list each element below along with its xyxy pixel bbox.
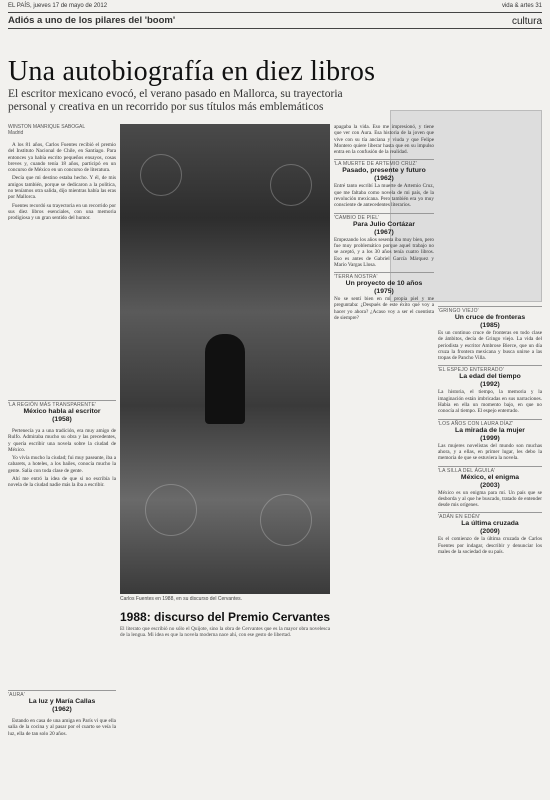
paragraph: Es un continuo cruce de fronteras en todo clase de ámbitos, decía de Gringo viejo. La vida del periodista y escritor Ambrose Bierce, que un día cruza la frontera mexicana y busca unirse a las tropas de Pancho Villa. <box>438 330 542 362</box>
paragraph: A los 81 años, Carlos Fuentes recibió el premio del Instituto Nacional de Chile, en Santiago. Para entonces ya había escrito pequeños ensayos, cosas breves y, cuando tenía 18 años, participó en un concurso de México en un concurso de literatura. <box>8 142 116 174</box>
section-tag: 'TERRA NOSTRA' <box>334 272 434 280</box>
section-gringo <box>438 306 542 361</box>
kicker: Adiós a uno de los pilares del 'boom' <box>8 15 176 26</box>
section-espejo <box>438 365 542 414</box>
section-laura <box>438 419 542 462</box>
section-year: (2009) <box>480 528 500 536</box>
paragraph: apagaba la vida. Eso me impresionó, y tiene que ver con Aura. Esa historia de la joven que vive con su tía anciana y viuda y que Felipe Montero quiere liberar hasta que en su impulso entra en la confusión de la realidad. <box>334 124 434 156</box>
paragraph: Yo vivía mucho la ciudad; fui muy paseante, iba a cabarets, a hoteles, a los bailes, conocía mucho la gente. Salía con toda clase de gente. <box>8 455 116 474</box>
section-title: La última cruzada <box>461 520 519 528</box>
kicker-rule <box>8 28 542 29</box>
section-silla <box>438 466 542 509</box>
section-year: (1967) <box>374 228 394 236</box>
section-tag: 'EL ESPEJO ENTERRADO' <box>438 365 542 373</box>
paragraph: Es el comienzo de la última cruzada de Carlos Fuentes por indagar, describir y denunciar los males de la sociedad de su país. <box>438 536 542 556</box>
box-title: 1988: discurso del Premio Cervantes <box>120 610 331 624</box>
section-year: (1999) <box>480 434 500 442</box>
deck: El escritor mexicano evocó, el verano pasado en Mallorca, su trayectoria personal y creativa en un recorrido por sus títulos más emblemáticos <box>8 88 343 113</box>
paragraph: Fuentes recordó su trayectoria en un recorrido por sus diez libros esenciales, con una memoria prodigiosa y un gran sentido del humor. <box>8 202 116 222</box>
paragraph: México es un enigma para mí. Un país que se desborda y al que he buscado, tratado de entender desde mis orígenes. <box>438 489 542 509</box>
section-year: (1962) <box>374 175 394 183</box>
section-tag: 'AURA' <box>8 690 116 698</box>
box-text: El literato que escribió no sólo el Quijote, sino la obra de Cervantes que es la mayor obra novelesca de la lengua. Mi idea es que la novela moderna nace ahí, con ese gesto de libertad. <box>120 626 330 639</box>
paragraph: Empezando los años sesenta iba muy bien, pero fue muy problemático porque aquel trabajo no se aceptó, y a los 30 años tenía cuatro libros. Eso es antes de Gabriel García Márquez y Mario Vargas Llosa. <box>334 236 434 268</box>
paragraph: Las mujeres novelistas del mundo son muchas ahora, y a ellas, en primer lugar, les debo la memoria de que se estuviera la novela. <box>438 442 542 462</box>
column-1b <box>8 428 116 678</box>
byline <box>8 124 85 136</box>
speaker-figure <box>205 334 245 424</box>
section-title: La edad del tiempo <box>459 373 521 381</box>
section-year: (1975) <box>374 288 394 296</box>
column-1 <box>8 142 116 392</box>
paragraph: Ahí me entró la idea de que si no escribía la novela de la ciudad nadie más la iba a escribir. <box>8 476 116 489</box>
section-year: (1962) <box>52 706 72 713</box>
column-1c <box>8 718 116 796</box>
section-title: Pasado, presente y futuro <box>342 167 426 175</box>
section-label: cultura <box>511 16 542 27</box>
section-tag: 'LA SILLA DEL ÁGUILA' <box>438 466 542 474</box>
section-year: (2003) <box>480 481 500 489</box>
column-3 <box>334 124 434 794</box>
paragraph: Entré tanto escribí La muerte de Artemio Cruz, que me faltaba como novela de mi país, de la revolución mexicana. Pero también era yo muy consciente de antecedentes literarios. <box>334 183 434 209</box>
section-title: Para Julio Cortázar <box>353 220 415 228</box>
masthead-left: EL PAÍS, jueves 17 de mayo de 2012 <box>8 3 108 9</box>
section-aura <box>8 690 116 714</box>
section-tag: 'GRINGO VIEJO' <box>438 306 542 314</box>
masthead-right: vida & artes 31 <box>501 3 542 9</box>
section-tag: 'CAMBIO DE PIEL' <box>334 213 434 221</box>
section-title: Un cruce de fronteras <box>454 314 526 321</box>
section-title: La mirada de la mujer <box>455 426 525 434</box>
section-adan <box>438 512 542 555</box>
section-title: Un proyecto de 10 años <box>345 280 423 288</box>
paragraph: Pertenecía ya a una tradición, era muy amigo de Rulfo. Admiraba mucho su obra y las precedentes, y quería escribir una novela sobre la ciudad de México. <box>8 428 116 453</box>
paragraph: Estando en casa de una amiga en París vi que ella salía de la cocina y al pasar por el cuarto se veía la luz, ella de tan solo 20 años. <box>8 718 116 737</box>
byline-name: WINSTON MANRIQUE SABOGAL <box>8 124 86 130</box>
photo-caption: Carlos Fuentes en 1988, en su discurso del Cervantes. <box>120 596 243 602</box>
masthead-bar <box>0 0 550 12</box>
section-tag: 'LA MUERTE DE ARTEMIO CRUZ' <box>334 159 434 167</box>
section-title: La luz y María Callas <box>28 698 96 705</box>
section-year: (1992) <box>480 381 500 389</box>
byline-place: Madrid <box>8 130 24 136</box>
top-rule <box>8 12 542 13</box>
section-artemio <box>334 159 434 208</box>
paragraph: No se sentí bien en mi propia piel y me preguntaba: ¿Después de este éxito qué voy a hacer yo ahora? ¿Acaso voy a ser el cuentista de siempre? <box>334 296 434 322</box>
section-year: (1985) <box>480 322 500 329</box>
section-tag: 'LA REGIÓN MÁS TRANSPARENTE' <box>8 400 116 408</box>
paragraph: La historia, el tiempo, la memoria y la imaginación están imbricadas en sus narraciones. Había en ella un momento bajo, en que no conocía al tiempo. El espejo enterrado. <box>438 389 542 415</box>
section-tag: 'ADÁN EN EDÉN' <box>438 512 542 520</box>
section-region <box>8 400 116 424</box>
section-title: México habla al escritor <box>23 408 101 415</box>
column-4 <box>438 306 542 796</box>
section-tag: 'LOS AÑOS CON LAURA DÍAZ' <box>438 419 542 427</box>
section-cambio <box>334 213 434 268</box>
section-year: (1958) <box>52 416 72 423</box>
headline: Una autobiografía en diez libros <box>8 56 376 87</box>
paragraph: Decía que mi destino estaba hecho. Y él, de mis amigos también, porque se dedicaron a la política, no teníamos otra salida, dijo mientras había las eras por Mallorca. <box>8 175 116 201</box>
section-terra <box>334 272 434 321</box>
section-title: México, el enigma <box>460 473 520 481</box>
fuentes-photo <box>120 124 330 594</box>
